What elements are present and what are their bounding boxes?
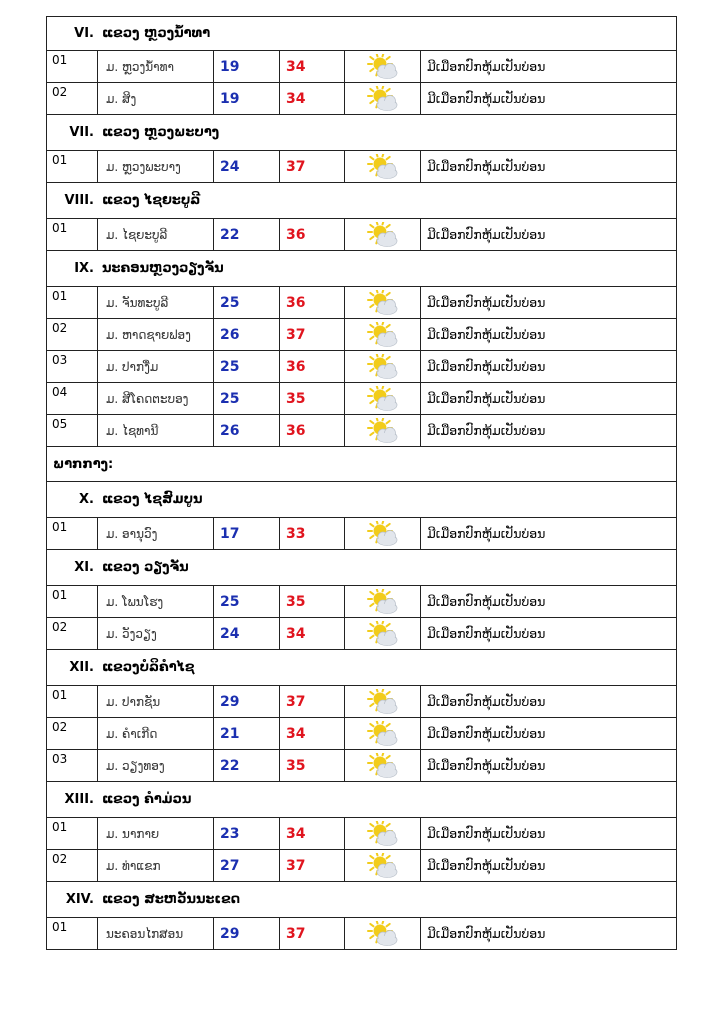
weather-description: ມີເມືອກປົກຫຸ້ມເປັນບ່ອນ <box>427 626 546 641</box>
min-temperature: 25 <box>214 287 280 318</box>
weather-description: ມີເມືອກປົກຫຸ້ມເປັນບ່ອນ <box>427 826 546 841</box>
province-name: ແຂວງບໍລິຄຳໄຊ <box>102 660 195 675</box>
sun-behind-cloud-icon <box>365 921 401 947</box>
province-header <box>46 482 677 518</box>
province-number: XII. <box>69 660 94 675</box>
province-name: ແຂວງ ວຽງຈັນ <box>102 560 189 575</box>
max-temperature: 36 <box>280 415 345 446</box>
table-row <box>46 850 677 882</box>
province-number: VII. <box>69 125 94 140</box>
district-name: ມ. ປາກງື່ມ <box>98 351 214 382</box>
weather-description: ມີເມືອກປົກຫຸ້ມເປັນບ່ອນ <box>427 858 546 873</box>
max-temperature: 34 <box>280 718 345 749</box>
min-temperature: 19 <box>214 83 280 114</box>
district-name: ມ. ໄຊທານີ <box>98 415 214 446</box>
sun-behind-cloud-icon <box>365 290 401 316</box>
table-row <box>46 618 677 650</box>
min-temperature: 25 <box>214 383 280 414</box>
max-temperature: 37 <box>280 918 345 949</box>
weather-icon-cell <box>345 319 421 350</box>
table-row <box>46 319 677 351</box>
min-temperature: 26 <box>214 319 280 350</box>
province-number: XIII. <box>64 792 94 807</box>
table-row <box>46 383 677 415</box>
province-number: IX. <box>74 261 94 276</box>
sun-behind-cloud-icon <box>365 222 401 248</box>
max-temperature: 37 <box>280 319 345 350</box>
province-number: XIV. <box>65 892 94 907</box>
table-row <box>46 51 677 83</box>
table-row <box>46 586 677 618</box>
province-number: XI. <box>74 560 94 575</box>
province-header <box>46 650 677 686</box>
weather-description: ມີເມືອກປົກຫຸ້ມເປັນບ່ອນ <box>427 926 546 941</box>
min-temperature: 25 <box>214 586 280 617</box>
row-number: 05 <box>47 415 98 446</box>
district-name: ມ. ສີໂຄດຕະບອງ <box>98 383 214 414</box>
sun-behind-cloud-icon <box>365 689 401 715</box>
district-name: ມ. ວຽງທອງ <box>98 750 214 781</box>
weather-description: ມີເມືອກປົກຫຸ້ມເປັນບ່ອນ <box>427 295 546 310</box>
max-temperature: 34 <box>280 51 345 82</box>
weather-icon-cell <box>345 718 421 749</box>
province-header <box>46 183 677 219</box>
min-temperature: 26 <box>214 415 280 446</box>
weather-description: ມີເມືອກປົກຫຸ້ມເປັນບ່ອນ <box>427 159 546 174</box>
weather-forecast-table <box>46 16 677 950</box>
sun-behind-cloud-icon <box>365 821 401 847</box>
district-name: ມ. ຫຼວງພະບາງ <box>98 151 214 182</box>
row-number: 01 <box>47 518 98 549</box>
province-header <box>46 115 677 151</box>
row-number: 03 <box>47 351 98 382</box>
district-name: ມ. ຈັນທະບູລີ <box>98 287 214 318</box>
row-number: 03 <box>47 750 98 781</box>
province-name: ແຂວງ ຫຼວງພະບາງ <box>102 125 220 140</box>
min-temperature: 21 <box>214 718 280 749</box>
district-name: ມ. ປາກຊັນ <box>98 686 214 717</box>
weather-description: ມີເມືອກປົກຫຸ້ມເປັນບ່ອນ <box>427 694 546 709</box>
weather-description: ມີເມືອກປົກຫຸ້ມເປັນບ່ອນ <box>427 423 546 438</box>
max-temperature: 36 <box>280 287 345 318</box>
row-number: 01 <box>47 686 98 717</box>
min-temperature: 19 <box>214 51 280 82</box>
row-number: 01 <box>47 151 98 182</box>
province-name: ແຂວງ ໄຊສົມບູນ <box>102 492 203 507</box>
weather-icon-cell <box>345 618 421 649</box>
district-name: ມ. ຄຳເກີດ <box>98 718 214 749</box>
district-name: ມ. ໄຊຍະບູລີ <box>98 219 214 250</box>
province-header <box>46 251 677 287</box>
min-temperature: 29 <box>214 686 280 717</box>
district-name: ມ. ນາກາຍ <box>98 818 214 849</box>
weather-icon-cell <box>345 415 421 446</box>
row-number: 01 <box>47 818 98 849</box>
min-temperature: 29 <box>214 918 280 949</box>
weather-description: ມີເມືອກປົກຫຸ້ມເປັນບ່ອນ <box>427 391 546 406</box>
max-temperature: 36 <box>280 219 345 250</box>
province-header <box>46 550 677 586</box>
sun-behind-cloud-icon <box>365 86 401 112</box>
province-name: ນະຄອນຫຼວງວຽງຈັນ <box>102 261 224 276</box>
table-row <box>46 219 677 251</box>
sun-behind-cloud-icon <box>365 753 401 779</box>
sun-behind-cloud-icon <box>365 853 401 879</box>
row-number: 01 <box>47 586 98 617</box>
table-row <box>46 83 677 115</box>
weather-icon-cell <box>345 83 421 114</box>
row-number: 01 <box>47 51 98 82</box>
max-temperature: 37 <box>280 151 345 182</box>
max-temperature: 35 <box>280 750 345 781</box>
province-header <box>46 882 677 918</box>
district-name: ມ. ໂພນໂຮງ <box>98 586 214 617</box>
weather-icon-cell <box>345 686 421 717</box>
min-temperature: 22 <box>214 219 280 250</box>
row-number: 02 <box>47 718 98 749</box>
region-label: ພາກກາງ: <box>53 456 114 472</box>
province-number: X. <box>79 492 94 507</box>
sun-behind-cloud-icon <box>365 154 401 180</box>
weather-icon-cell <box>345 818 421 849</box>
district-name: ນະຄອນໄກສອນ <box>98 918 214 949</box>
max-temperature: 36 <box>280 351 345 382</box>
district-name: ມ. ອານຸວົງ <box>98 518 214 549</box>
province-name: ແຂວງ ຄຳມ່ວນ <box>102 792 192 807</box>
sun-behind-cloud-icon <box>365 54 401 80</box>
max-temperature: 37 <box>280 850 345 881</box>
weather-description: ມີເມືອກປົກຫຸ້ມເປັນບ່ອນ <box>427 227 546 242</box>
table-row <box>46 351 677 383</box>
row-number: 02 <box>47 618 98 649</box>
max-temperature: 33 <box>280 518 345 549</box>
row-number: 04 <box>47 383 98 414</box>
table-row <box>46 686 677 718</box>
weather-icon-cell <box>345 51 421 82</box>
max-temperature: 35 <box>280 383 345 414</box>
sun-behind-cloud-icon <box>365 721 401 747</box>
table-row <box>46 518 677 550</box>
province-name: ແຂວງ ສະຫວັນນະເຂດ <box>102 892 241 907</box>
row-number: 02 <box>47 850 98 881</box>
sun-behind-cloud-icon <box>365 621 401 647</box>
min-temperature: 23 <box>214 818 280 849</box>
weather-icon-cell <box>345 518 421 549</box>
min-temperature: 24 <box>214 151 280 182</box>
row-number: 01 <box>47 918 98 949</box>
weather-icon-cell <box>345 586 421 617</box>
min-temperature: 27 <box>214 850 280 881</box>
table-row <box>46 718 677 750</box>
district-name: ມ. ວັງວຽງ <box>98 618 214 649</box>
district-name: ມ. ຫຼວງນ້ຳທາ <box>98 51 214 82</box>
row-number: 01 <box>47 287 98 318</box>
weather-icon-cell <box>345 151 421 182</box>
sun-behind-cloud-icon <box>365 589 401 615</box>
weather-description: ມີເມືອກປົກຫຸ້ມເປັນບ່ອນ <box>427 758 546 773</box>
sun-behind-cloud-icon <box>365 418 401 444</box>
province-header <box>46 782 677 818</box>
province-header <box>46 16 677 51</box>
sun-behind-cloud-icon <box>365 322 401 348</box>
table-row <box>46 818 677 850</box>
province-number: VIII. <box>64 193 94 208</box>
weather-icon-cell <box>345 850 421 881</box>
weather-icon-cell <box>345 918 421 949</box>
weather-description: ມີເມືອກປົກຫຸ້ມເປັນບ່ອນ <box>427 59 546 74</box>
province-name: ແຂວງ ຫຼວງນ້ຳທາ <box>102 26 211 41</box>
weather-description: ມີເມືອກປົກຫຸ້ມເປັນບ່ອນ <box>427 91 546 106</box>
row-number: 02 <box>47 319 98 350</box>
sun-behind-cloud-icon <box>365 354 401 380</box>
table-row <box>46 151 677 183</box>
province-name: ແຂວງ ໄຊຍະບູລີ <box>102 193 201 208</box>
weather-description: ມີເມືອກປົກຫຸ້ມເປັນບ່ອນ <box>427 594 546 609</box>
table-row <box>46 750 677 782</box>
province-number: VI. <box>74 26 94 41</box>
weather-icon-cell <box>345 287 421 318</box>
weather-description: ມີເມືອກປົກຫຸ້ມເປັນບ່ອນ <box>427 726 546 741</box>
max-temperature: 37 <box>280 686 345 717</box>
min-temperature: 24 <box>214 618 280 649</box>
max-temperature: 35 <box>280 586 345 617</box>
min-temperature: 25 <box>214 351 280 382</box>
weather-description: ມີເມືອກປົກຫຸ້ມເປັນບ່ອນ <box>427 327 546 342</box>
min-temperature: 22 <box>214 750 280 781</box>
district-name: ມ. ທ່າແຂກ <box>98 850 214 881</box>
weather-description: ມີເມືອກປົກຫຸ້ມເປັນບ່ອນ <box>427 359 546 374</box>
weather-icon-cell <box>345 750 421 781</box>
weather-icon-cell <box>345 219 421 250</box>
row-number: 02 <box>47 83 98 114</box>
max-temperature: 34 <box>280 83 345 114</box>
max-temperature: 34 <box>280 618 345 649</box>
table-row <box>46 918 677 950</box>
min-temperature: 17 <box>214 518 280 549</box>
weather-icon-cell <box>345 351 421 382</box>
weather-description: ມີເມືອກປົກຫຸ້ມເປັນບ່ອນ <box>427 526 546 541</box>
weather-icon-cell <box>345 383 421 414</box>
district-name: ມ. ສິງ <box>98 83 214 114</box>
max-temperature: 34 <box>280 818 345 849</box>
district-name: ມ. ຫາດຊາຍຟອງ <box>98 319 214 350</box>
region-header <box>46 447 677 482</box>
sun-behind-cloud-icon <box>365 386 401 412</box>
row-number: 01 <box>47 219 98 250</box>
table-row <box>46 287 677 319</box>
sun-behind-cloud-icon <box>365 521 401 547</box>
table-row <box>46 415 677 447</box>
